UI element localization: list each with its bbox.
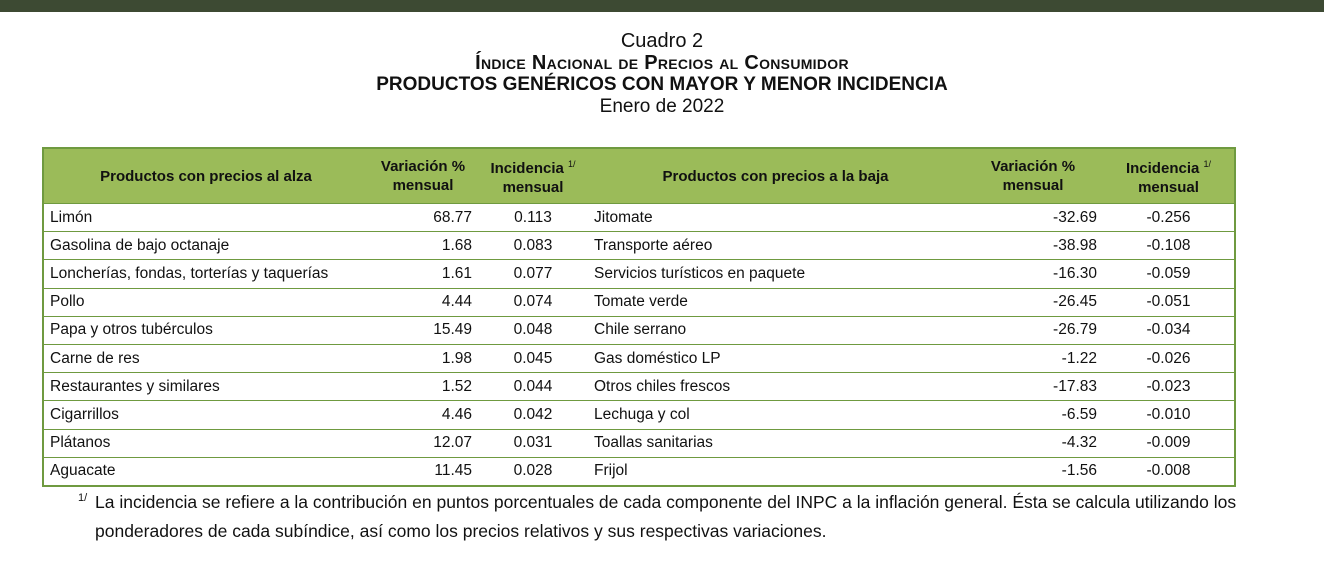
down-incidence-value: -0.034 <box>1103 316 1235 344</box>
down-incidence-value: -0.026 <box>1103 344 1235 372</box>
header-up-variation <box>368 148 478 204</box>
header-variation-line2: mensual <box>392 177 454 194</box>
table-row <box>43 288 1235 316</box>
down-variation-value: -6.59 <box>963 401 1103 429</box>
down-variation-value: -16.30 <box>963 260 1103 288</box>
down-variation-value: -17.83 <box>963 373 1103 401</box>
up-variation-value: 1.98 <box>368 344 478 372</box>
up-product-name: Loncherías, fondas, torterías y taquerías <box>43 260 368 288</box>
up-incidence-value: 0.077 <box>478 260 588 288</box>
incidence-table <box>42 147 1236 487</box>
up-incidence-value: 0.044 <box>478 373 588 401</box>
down-product-name: Servicios turísticos en paquete <box>588 260 963 288</box>
up-incidence-value: 0.083 <box>478 232 588 260</box>
down-incidence-value: -0.009 <box>1103 429 1235 457</box>
table-row <box>43 232 1235 260</box>
header-variation-line2: mensual <box>1002 177 1064 194</box>
down-product-name: Chile serrano <box>588 316 963 344</box>
down-incidence-value: -0.010 <box>1103 401 1235 429</box>
down-incidence-value: -0.256 <box>1103 204 1235 232</box>
down-product-name: Gas doméstico LP <box>588 344 963 372</box>
document-header <box>0 30 1324 118</box>
table-row <box>43 344 1235 372</box>
up-variation-value: 1.68 <box>368 232 478 260</box>
down-variation-value: -4.32 <box>963 429 1103 457</box>
header-variation-line1: Variación % <box>990 158 1076 175</box>
up-variation-value: 4.44 <box>368 288 478 316</box>
footnote-mark: 1/ <box>78 492 88 504</box>
period-label: Enero de 2022 <box>599 96 725 117</box>
up-incidence-value: 0.113 <box>478 204 588 232</box>
table-row <box>43 401 1235 429</box>
up-product-name: Gasolina de bajo octanaje <box>43 232 368 260</box>
up-variation-value: 11.45 <box>368 457 478 486</box>
table-row <box>43 316 1235 344</box>
table-row <box>43 373 1235 401</box>
up-product-name: Plátanos <box>43 429 368 457</box>
header-incidence-line2: mensual <box>502 179 564 196</box>
header-incidence-line1: Incidencia <box>490 160 564 177</box>
down-incidence-value: -0.023 <box>1103 373 1235 401</box>
table-row <box>43 429 1235 457</box>
page-subtitle: PRODUCTOS GENÉRICOS CON MAYOR Y MENOR INCIDENCIA <box>376 74 948 95</box>
page-title: Índice Nacional de Precios al Consumidor <box>475 52 849 74</box>
header-variation-line1: Variación % <box>380 158 466 175</box>
up-product-name: Carne de res <box>43 344 368 372</box>
up-variation-value: 12.07 <box>368 429 478 457</box>
down-product-name: Otros chiles frescos <box>588 373 963 401</box>
down-variation-value: -1.22 <box>963 344 1103 372</box>
header-up-incidence <box>478 148 588 204</box>
up-variation-value: 68.77 <box>368 204 478 232</box>
footnote-reference: 1/ <box>568 159 576 169</box>
header-incidence-line1: Incidencia <box>1125 160 1200 177</box>
up-variation-value: 4.46 <box>368 401 478 429</box>
down-variation-value: -26.79 <box>963 316 1103 344</box>
down-variation-value: -1.56 <box>963 457 1103 486</box>
cuadro-label: Cuadro 2 <box>620 30 704 52</box>
down-variation-value: -26.45 <box>963 288 1103 316</box>
down-product-name: Transporte aéreo <box>588 232 963 260</box>
up-variation-value: 1.52 <box>368 373 478 401</box>
up-variation-value: 15.49 <box>368 316 478 344</box>
up-product-name: Restaurantes y similares <box>43 373 368 401</box>
header-down-incidence <box>1103 148 1235 204</box>
footnote <box>78 488 1238 546</box>
header-down-products: Productos con precios a la baja <box>588 148 963 204</box>
header-down-variation <box>963 148 1103 204</box>
down-variation-value: -32.69 <box>963 204 1103 232</box>
down-product-name: Lechuga y col <box>588 401 963 429</box>
down-product-name: Tomate verde <box>588 288 963 316</box>
header-incidence-line2: mensual <box>1138 179 1199 196</box>
top-bar <box>0 0 1324 12</box>
down-incidence-value: -0.008 <box>1103 457 1235 486</box>
up-product-name: Limón <box>43 204 368 232</box>
up-product-name: Papa y otros tubérculos <box>43 316 368 344</box>
up-incidence-value: 0.042 <box>478 401 588 429</box>
table-header-row <box>43 148 1235 204</box>
table-row <box>43 204 1235 232</box>
up-variation-value: 1.61 <box>368 260 478 288</box>
down-incidence-value: -0.059 <box>1103 260 1235 288</box>
up-incidence-value: 0.074 <box>478 288 588 316</box>
up-product-name: Cigarrillos <box>43 401 368 429</box>
table-row <box>43 457 1235 486</box>
up-incidence-value: 0.028 <box>478 457 588 486</box>
down-incidence-value: -0.051 <box>1103 288 1235 316</box>
down-variation-value: -38.98 <box>963 232 1103 260</box>
footnote-reference: 1/ <box>1203 159 1212 169</box>
down-product-name: Toallas sanitarias <box>588 429 963 457</box>
down-product-name: Jitomate <box>588 204 963 232</box>
footnote-text: La incidencia se refiere a la contribución en puntos porcentuales de cada componente del INPC a la inflación general. Ésta se calcula utilizando los ponderadores de cada subíndice, así como los precios relativos y sus respectivas variaciones. <box>95 492 1237 541</box>
down-incidence-value: -0.108 <box>1103 232 1235 260</box>
down-product-name: Frijol <box>588 457 963 486</box>
header-up-products: Productos con precios al alza <box>43 148 368 204</box>
up-product-name: Pollo <box>43 288 368 316</box>
up-product-name: Aguacate <box>43 457 368 486</box>
up-incidence-value: 0.045 <box>478 344 588 372</box>
up-incidence-value: 0.048 <box>478 316 588 344</box>
table-row <box>43 260 1235 288</box>
up-incidence-value: 0.031 <box>478 429 588 457</box>
